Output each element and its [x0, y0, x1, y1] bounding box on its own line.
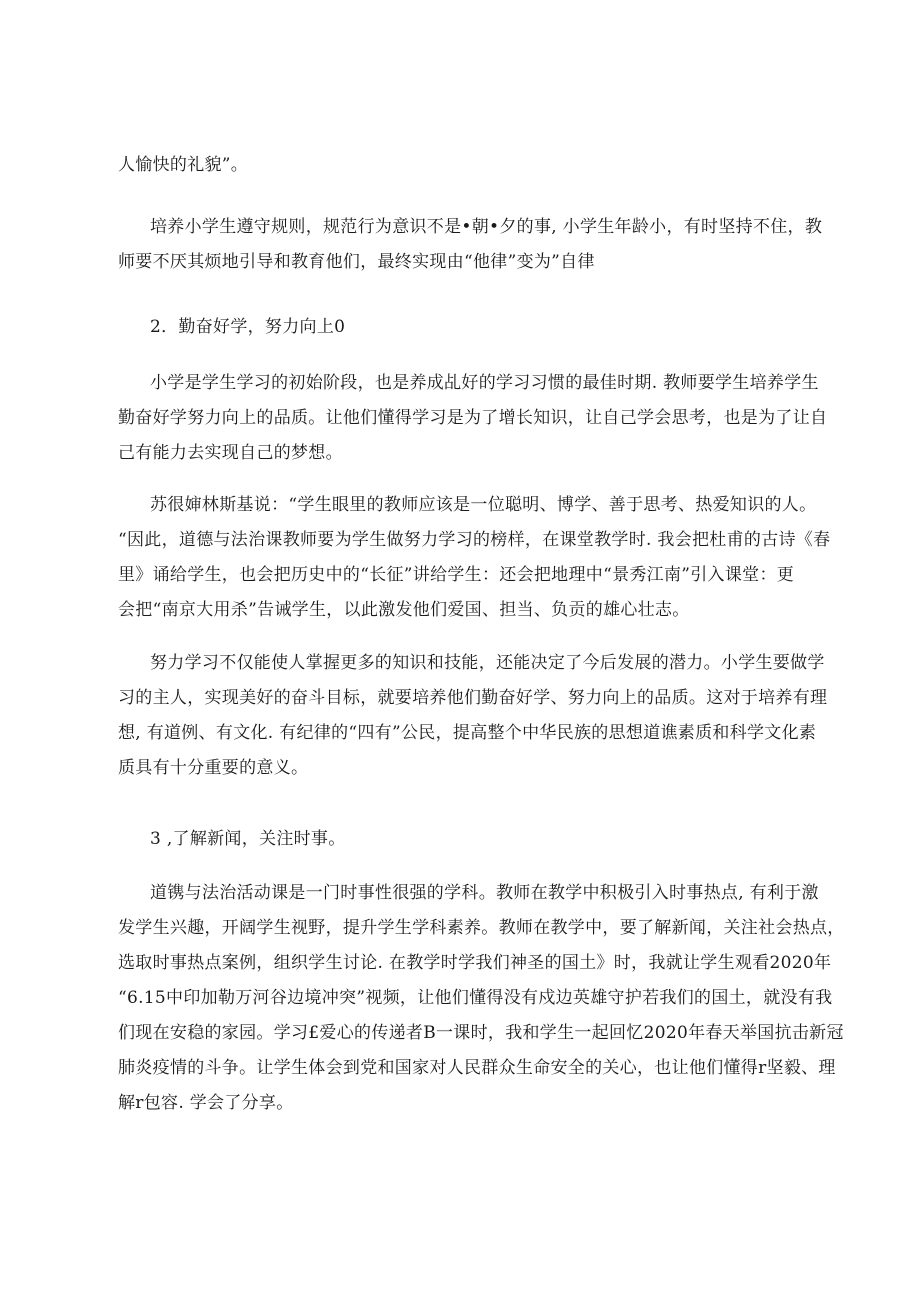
- paragraph-hard-study: [118, 646, 828, 786]
- text-line: 质具有十分重要的意义。: [118, 758, 309, 778]
- text-line: 发学生兴趣，开阔学生视野，提升学生学科素养。教师在教学中，要了解新闻，关注社会热点，: [118, 918, 845, 938]
- paragraph-study-stage: [118, 366, 828, 471]
- text-line: 想, 有道例、有文化. 有纪律的“四有”公民，提高整个中华民族的思想道谯素质和科学文化素: [118, 723, 817, 743]
- paragraph-rules: [118, 210, 823, 280]
- section-heading-2: [118, 310, 818, 345]
- paragraph-sukhomlinsky: [118, 488, 831, 628]
- paragraph-closing-quote: [118, 148, 818, 183]
- text-line: 小学是学生学习的初始阶段，也是养成乩好的学习习惯的最佳时期. 教师要学生培养学生: [150, 373, 819, 393]
- text-line: 们现在安稳的家园。学习£爱心的传递者B一课时，我和学生一起回忆2020年春天举国抗击新冠: [118, 1023, 844, 1043]
- text-line: 培养小学生遵守规则，规范行为意识不是•朝•夕的事, 小学生年龄小，有时坚持不住，教: [150, 217, 823, 237]
- text-line: 选取时事热点案例，组织学生讨论. 在教学时学我们神圣的国土》时，我就让学生观看2020年: [118, 953, 832, 973]
- text-line: 勤奋好学努力向上的品质。让他们懂得学习是为了增长知识，让自己学会思考，也是为了让自: [118, 408, 828, 428]
- text-line: 2．勤奋好学，努力向上0: [150, 317, 346, 337]
- text-line: 道镌与法治活动课是一门时事性很强的学科。教师在教学中积极引入时事热点, 有利于激: [150, 883, 819, 903]
- text-line: 会把“南京大用杀”告诫学生，以此激发他们爱国、担当、负贡的雄心壮志。: [118, 600, 690, 620]
- text-line: 里》诵给学生，也会把历史中的“长征”讲给学生：还会把地理中“景秀江南”引入课堂：更: [118, 565, 795, 585]
- section-heading-3: [118, 822, 818, 857]
- text-line: “因此，道德与法治课教师要为学生做努力学习的榜样，在课堂教学时. 我会把杜甫的古诗《春: [118, 530, 831, 550]
- text-line: “6.15中印加勒万河谷边境冲突”视频，让他们懂得没有戍边英雄守护若我们的国土，就没有我: [118, 988, 833, 1008]
- text-line: 己有能力去实现自己的梦想。: [118, 443, 343, 463]
- text-line: 努力学习不仅能使人掌握更多的知识和技能，还能决定了今后发展的潜力。小学生要做学: [150, 653, 825, 673]
- text-line: 苏很婶林斯基说：“学生眼里的教师应该是一位聪明、博学、善于思考、热爱知识的人。: [150, 495, 817, 515]
- text-line: 习的主人，实现美好的奋斗目标，就要培养他们勤奋好学、努力向上的品质。这对于培养有理: [118, 688, 828, 708]
- text-line: 3 ,了解新闻，关注时事。: [150, 829, 346, 849]
- paragraph-current-affairs: [118, 876, 845, 1121]
- text-line: 解r包容. 学会了分享。: [118, 1093, 294, 1113]
- text-line: 人愉快的礼貌”。: [118, 155, 249, 175]
- text-line: 肺炎疫情的斗争。让学生体会到党和国家对人民群众生命安全的关心，也让他们懂得r坚毅、理: [118, 1058, 836, 1078]
- text-line: 师要不厌其烦地引导和教育他们，最终实现由“他律”变为”自律: [118, 252, 595, 272]
